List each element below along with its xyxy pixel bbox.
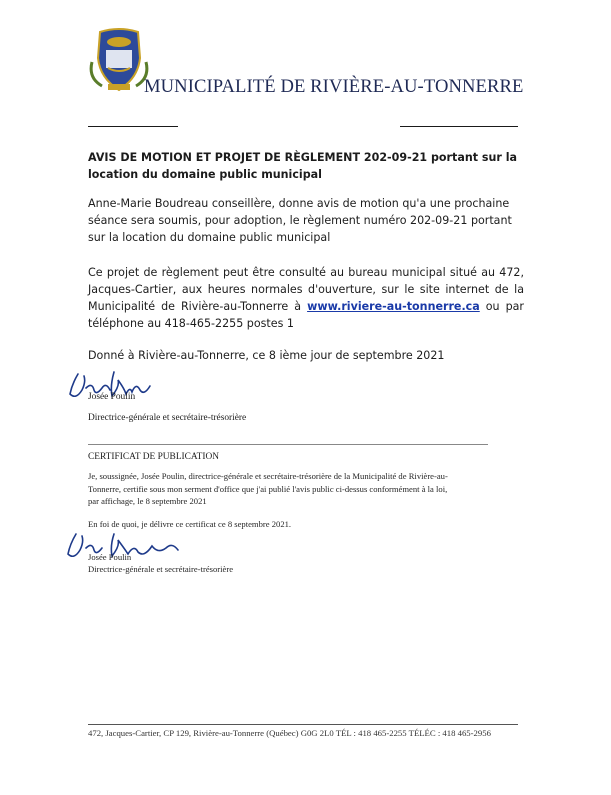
header-rule-right (400, 126, 518, 127)
paragraph-2-line-3 (88, 298, 524, 315)
paragraph-2-line-3-post: ou par (485, 300, 524, 313)
footer-rule (88, 724, 518, 725)
signatory-name: Josée Poulin (88, 392, 136, 402)
notice-heading: AVIS DE MOTION ET PROJET DE RÈGLEMENT 202-09-21 portant sur la location du domaine public municipal (88, 151, 518, 181)
website-link[interactable]: www.riviere-au-tonnerre.ca (307, 300, 480, 313)
paragraph-2-line-1: Ce projet de règlement peut être consulté au bureau municipal situé au 472, (88, 266, 524, 279)
certificate-heading: CERTIFICAT DE PUBLICATION (88, 452, 220, 462)
paragraph-2-line-3-pre: Municipalité de Rivière-au-Tonnerre à (88, 300, 302, 313)
certificate-body (88, 470, 528, 508)
notice-paragraph-1: Anne-Marie Boudreau conseillère, donne avis de motion qu'a une prochaine séance sera soumis, pour adoption, le règlement numéro 202-09-21 portant sur la location du domaine public municipal (88, 197, 512, 244)
certificate-line-1: Je, soussignée, Josée Poulin, directrice-générale et secrétaire-trésorière de la Municipalité de Rivière-au- (88, 471, 448, 481)
paragraph-2-line-4: téléphone au 418-465-2255 postes 1 (88, 317, 294, 330)
notice-paragraph-2 (88, 264, 524, 332)
certificate-attest: En foi de quoi, je délivre ce certificat ce 8 septembre 2021. (88, 519, 292, 529)
signatory-title: Directrice-générale et secrétaire-trésorière (88, 413, 247, 423)
section-divider (88, 444, 488, 445)
certificate-line-3: par affichage, le 8 septembre 2021 (88, 496, 207, 506)
certificate-signatory-name: Josée Poulin (88, 552, 132, 562)
header-rule-left (88, 126, 178, 127)
page-title: MUNICIPALITÉ DE RIVIÈRE-AU-TONNERRE (144, 76, 524, 97)
given-at-line: Donné à Rivière-au-Tonnerre, ce 8 ième jour de septembre 2021 (88, 349, 445, 362)
certificate-signatory-title: Directrice-générale et secrétaire-trésorière (88, 564, 234, 574)
footer-address: 472, Jacques-Cartier, CP 129, Rivière-au-Tonnerre (Québec) G0G 2L0 TÉL : 418 465-2255 TÉLÉC : 418 465-2956 (88, 728, 491, 738)
certificate-line-2: Tonnerre, certifie sous mon serment d'office que j'ai publié l'avis public ci-dessus conformément à la loi, (88, 483, 448, 494)
municipal-coat-of-arms-icon (88, 28, 150, 94)
paragraph-2-line-2: Jacques-Cartier, aux heures normales d'ouverture, sur le site internet de la (88, 283, 524, 296)
